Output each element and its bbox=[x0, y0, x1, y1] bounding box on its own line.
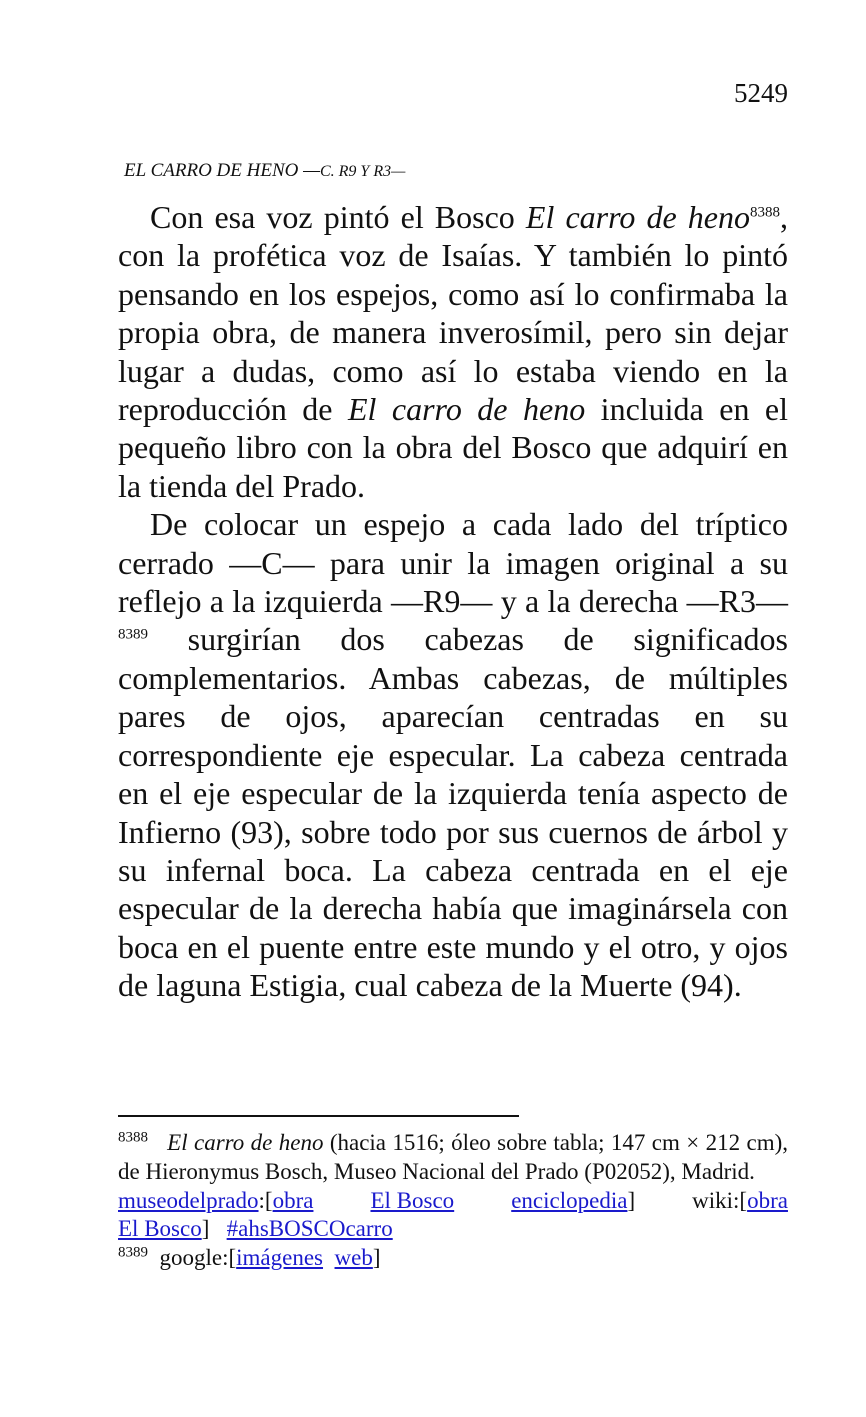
google-label: google:[ bbox=[159, 1245, 237, 1271]
running-head-main: EL CARRO DE HENO — bbox=[124, 160, 320, 181]
paragraph-2-text-b: surgirían dos cabezas de significados complementarios. Ambas cabezas, de múltiples pares de ojos, aparecían centradas en su correspondiente eje especular. La cabeza centrada en el eje especular de la izquierda tenía aspecto de Infierno (93), sobre todo por sus cuernos de árbol y su infernal boca. La cabeza centrada en el eje especular de la derecha había que imaginársela con boca en el puente entre este mundo y el otro, y ojos de laguna Estigia, cual cabeza de la Muerte (94). bbox=[118, 621, 788, 1004]
paragraph-1-text-a: Con esa voz pintó el Bosco bbox=[150, 199, 526, 235]
bracket-close: ] bbox=[627, 1187, 636, 1213]
museodelprado-link[interactable]: museodelprado bbox=[118, 1187, 259, 1213]
museo-link-group bbox=[118, 1187, 313, 1216]
page-number: 5249 bbox=[734, 78, 788, 108]
footnotes bbox=[118, 1129, 788, 1273]
bracket-open: :[ bbox=[258, 1187, 273, 1213]
bracket-close: ] bbox=[372, 1245, 381, 1271]
bracket-close: ] bbox=[201, 1216, 210, 1242]
footnote-8388 bbox=[118, 1129, 788, 1187]
footnote-links-row-2 bbox=[118, 1215, 788, 1244]
hashtag-link[interactable]: #ahsBOSCOcarro bbox=[226, 1216, 393, 1242]
imagenes-link[interactable]: imágenes bbox=[236, 1245, 324, 1271]
footnote-ref-8388[interactable]: 8388 bbox=[750, 204, 781, 221]
footnote-8389 bbox=[118, 1244, 788, 1273]
paragraph-1-text-b: , con la profética voz de Isaías. Y también lo pintó pensando en los espejos, como así lo confirmaba la propia obra, de manera inverosímil, pero sin dejar lugar a dudas, como así lo estaba viendo en la reproducción de bbox=[118, 199, 789, 428]
wiki-group bbox=[692, 1187, 788, 1216]
body-text bbox=[118, 198, 788, 1005]
web-link[interactable]: web bbox=[334, 1245, 373, 1271]
enciclopedia-group bbox=[511, 1187, 635, 1216]
footnote-ref-8389[interactable]: 8389 bbox=[118, 626, 148, 643]
artwork-title: El carro de heno bbox=[347, 391, 586, 428]
footnote-rule bbox=[118, 1115, 519, 1117]
paragraph-2 bbox=[118, 505, 788, 1004]
footnote-text: (hacia 1516; óleo sobre tabla; 147 cm × 212 cm), de Hieronymus Bosch, Museo Nacional del Prado (P02052), Madrid. bbox=[118, 1130, 788, 1184]
footnote-number: 8388 bbox=[118, 1129, 148, 1146]
footnote-links-row-1 bbox=[118, 1187, 788, 1216]
wiki-label: wiki:[ bbox=[692, 1187, 748, 1213]
wiki-el-bosco-link[interactable]: El Bosco bbox=[118, 1216, 202, 1242]
paragraph-1-text-c: incluida en el pequeño libro con la obra del Bosco que adquirí en la tienda del Prado. bbox=[118, 391, 789, 504]
enciclopedia-link[interactable]: enciclopedia bbox=[511, 1187, 628, 1213]
artwork-title: El carro de heno bbox=[525, 199, 751, 235]
el-bosco-link[interactable]: El Bosco bbox=[370, 1187, 455, 1213]
footnote-number: 8389 bbox=[118, 1244, 148, 1261]
wiki-obra-link[interactable]: obra bbox=[747, 1187, 788, 1213]
paragraph-1 bbox=[118, 198, 788, 505]
obra-link[interactable]: obra bbox=[272, 1187, 314, 1213]
footnote-artwork-title: El carro de heno bbox=[167, 1130, 324, 1155]
running-head bbox=[124, 160, 405, 182]
paragraph-2-text-a: De colocar un espejo a cada lado del tríptico cerrado —C— para unir la imagen original a su reflejo a la izquierda —R9— y a la derecha —R3— bbox=[118, 506, 788, 620]
running-head-small: C. R9 Y R3— bbox=[319, 163, 406, 180]
